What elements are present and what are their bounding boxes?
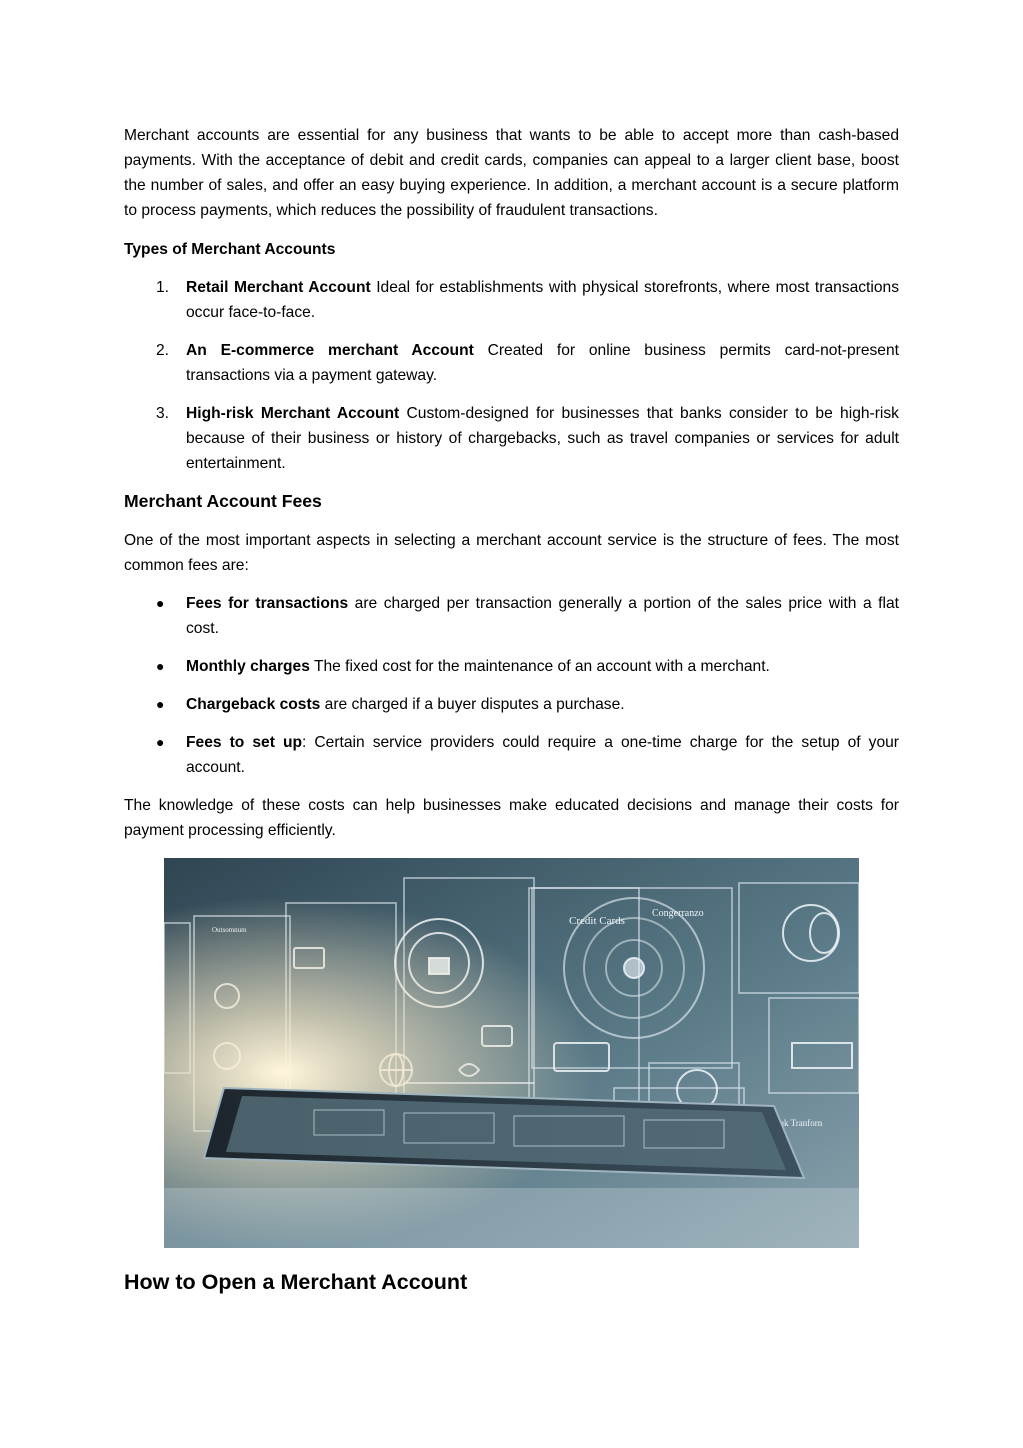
list-item-text: Ideal for establishments with physical storefronts, where most transactions occur face-to-face. [186,279,899,321]
list-item-title: High-risk Merchant Account [186,405,400,422]
list-item [124,654,899,679]
list-item-text: are charged if a buyer disputes a purchase. [320,696,625,713]
list-item-text: The fixed cost for the maintenance of an account with a merchant. [309,658,770,675]
list-item-title: Retail Merchant Account [186,279,371,296]
desk-surface [164,1188,859,1248]
open-account-heading: How to Open a Merchant Account [124,1270,468,1294]
list-item [124,275,899,325]
list-item-title: Monthly charges [186,658,310,675]
document-body [124,123,899,1296]
bullet-icon: ● [156,658,165,674]
types-heading: Types of Merchant Accounts [124,241,336,258]
list-number: 3. [156,405,170,422]
list-item [124,401,899,476]
bullet-icon: ● [156,595,165,611]
intro-paragraph: Merchant accounts are essential for any business that wants to be able to accept more than cash-based payments. With the acceptance of debit and credit cards, companies can appeal to a larger client base, boost the number of sales, and offer an easy buying experience. In addition, a merchant account is a secure platform to process payments, which reduces the possibility of fraudulent transactions. [124,127,899,219]
illustration-svg [164,858,859,1248]
list-item [124,730,899,780]
fees-heading: Merchant Account Fees [124,491,322,511]
list-number: 2. [156,342,170,359]
fees-outro-paragraph: The knowledge of these costs can help businesses make educated decisions and manage their costs for payment processing efficiently. [124,797,899,839]
list-item-text: : Certain service providers could require a one-time charge for the setup of your account. [186,734,899,776]
list-item-title: An E-commerce merchant Account [186,342,474,359]
bullet-icon: ● [156,734,165,750]
list-item-title: Fees to set up [186,734,302,751]
list-item-text: are charged per transaction generally a portion of the sales price with a flat cost. [186,595,899,637]
fees-list [124,591,899,780]
payment-dashboard-illustration [164,858,859,1248]
fees-intro-paragraph: One of the most important aspects in selecting a merchant account service is the structure of fees. The most common fees are: [124,532,899,574]
list-item [124,591,899,641]
list-item-title: Chargeback costs [186,696,321,713]
list-item [124,692,899,717]
list-number: 1. [156,279,170,296]
list-item [124,338,899,388]
list-item-text: Custom-designed for businesses that banks consider to be high-risk because of their business or history of chargebacks, such as travel companies or services for adult entertainment. [186,405,899,472]
types-list [124,275,899,476]
list-item-text: Created for online business permits card-not-present transactions via a payment gateway. [186,342,899,384]
list-item-title: Fees for transactions [186,595,349,612]
bullet-icon: ● [156,696,165,712]
